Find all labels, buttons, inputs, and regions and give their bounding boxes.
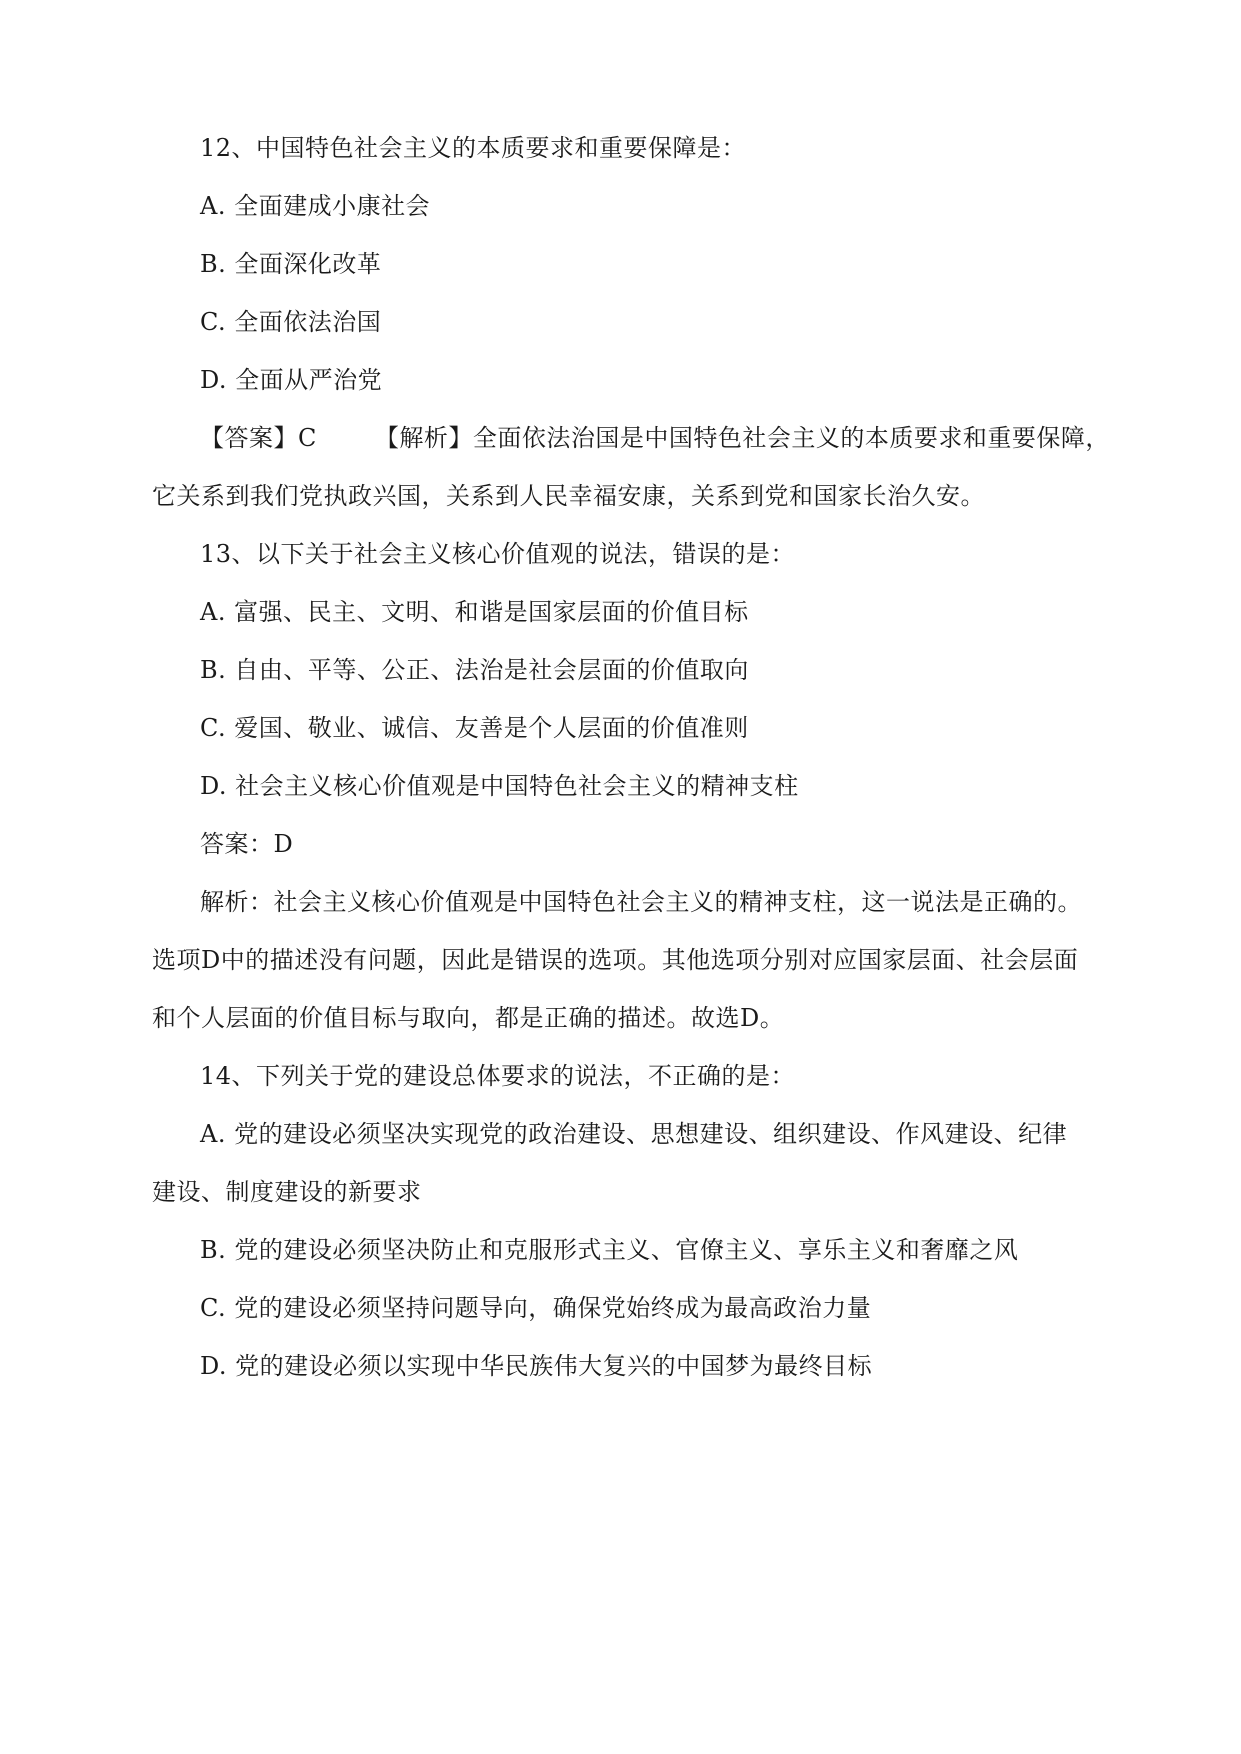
question-13-option-b: B. 自由、平等、公正、法治是社会层面的价值取向 (200, 656, 749, 684)
question-12-option-b: B. 全面深化改革 (200, 250, 382, 278)
question-14-stem: 14、下列关于党的建设总体要求的说法，不正确的是： (200, 1062, 796, 1090)
question-12-analysis-line-1: 【解析】全面依法治国是中国特色社会主义的本质要求和重要保障， (374, 424, 1110, 452)
question-12-option-d: D. 全面从严治党 (200, 366, 383, 394)
question-12-analysis-line-2: 它关系到我们党执政兴国，关系到人民幸福安康，关系到党和国家长治久安。 (152, 482, 985, 510)
question-13-stem: 13、以下关于社会主义核心价值观的说法，错误的是： (200, 540, 796, 568)
question-13-analysis-line-2: 选项D中的描述没有问题，因此是错误的选项。其他选项分别对应国家层面、社会层面 (152, 946, 1079, 974)
question-14-option-b: B. 党的建设必须坚决防止和克服形式主义、官僚主义、享乐主义和奢靡之风 (200, 1236, 1019, 1264)
question-13-option-d: D. 社会主义核心价值观是中国特色社会主义的精神支柱 (200, 772, 799, 800)
question-14-option-a-line-2: 建设、制度建设的新要求 (152, 1178, 422, 1206)
question-12-option-c: C. 全面依法治国 (200, 308, 382, 336)
question-13-option-a: A. 富强、民主、文明、和谐是国家层面的价值目标 (200, 598, 749, 626)
question-12-answer-analysis (200, 422, 1110, 454)
question-13-option-c: C. 爱国、敬业、诚信、友善是个人层面的价值准则 (200, 714, 749, 742)
question-13-analysis-line-3: 和个人层面的价值目标与取向，都是正确的描述。故选D。 (152, 1004, 785, 1032)
question-13-analysis-line-1: 解析：社会主义核心价值观是中国特色社会主义的精神支柱，这一说法是正确的。 (200, 888, 1082, 916)
question-12-stem: 12、中国特色社会主义的本质要求和重要保障是： (200, 134, 747, 162)
question-12-option-a: A. 全面建成小康社会 (200, 192, 431, 220)
question-13-answer: 答案：D (200, 830, 294, 858)
question-14-option-c: C. 党的建设必须坚持问题导向，确保党始终成为最高政治力量 (200, 1294, 872, 1322)
question-14-option-d: D. 党的建设必须以实现中华民族伟大复兴的中国梦为最终目标 (200, 1352, 873, 1380)
question-12-answer: 【答案】C (200, 424, 317, 452)
question-14-option-a-line-1: A. 党的建设必须坚决实现党的政治建设、思想建设、组织建设、作风建设、纪律 (200, 1120, 1068, 1148)
